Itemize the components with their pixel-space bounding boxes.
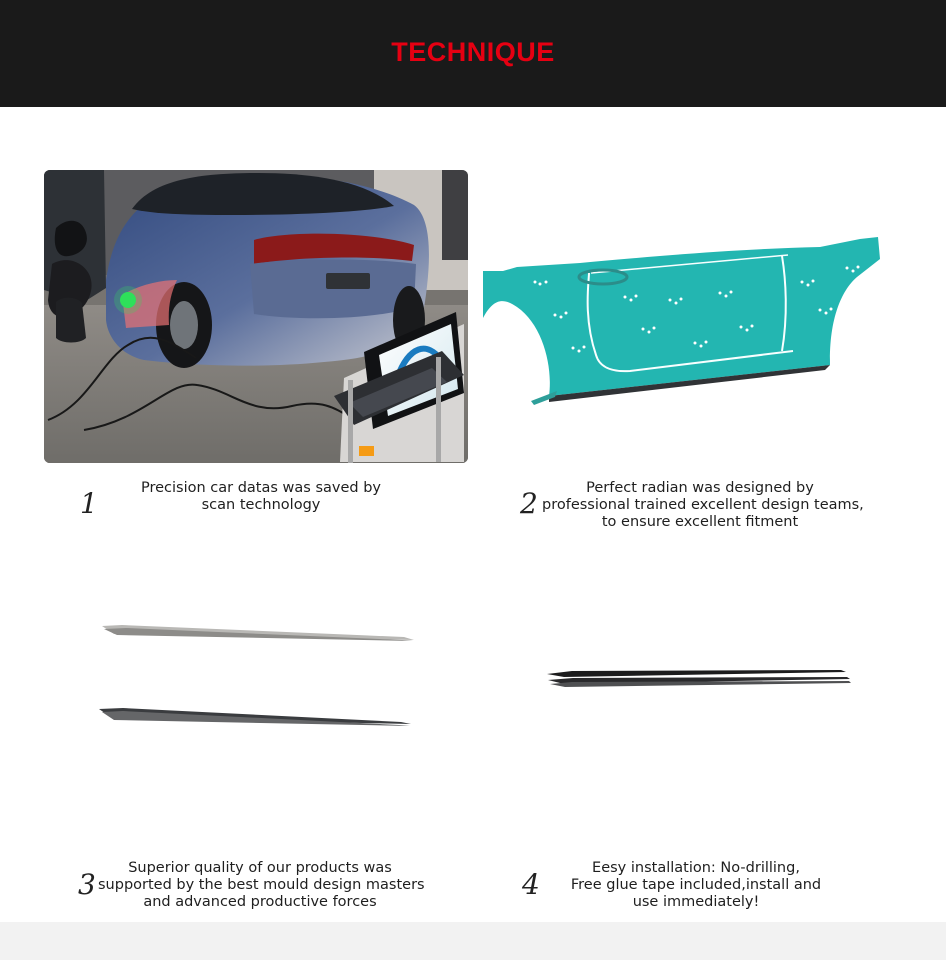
step-1-line-1: Precision car datas was saved by <box>140 480 381 496</box>
technique-step-4 <box>522 858 842 918</box>
step-2-line-1: Perfect radian was designed by <box>586 480 814 496</box>
step-2-line-3: to ensure excellent fitment <box>601 514 799 530</box>
step-number-4: 4 <box>522 868 540 901</box>
two-side-skirts-image <box>92 610 432 750</box>
stacked-skirts-illustration <box>540 655 860 700</box>
step-number-1: 1 <box>80 487 98 520</box>
technique-title: TECHNIQUE <box>391 37 555 67</box>
step-3-line-1: Superior quality of our products was <box>128 860 392 876</box>
step-description-2 <box>542 480 864 531</box>
scan-photo-illustration <box>44 170 468 463</box>
step-4-line-3: use immediately! <box>632 894 760 910</box>
technique-header <box>0 0 946 107</box>
bottom-gray-band <box>0 922 946 960</box>
side-skirts-illustration <box>92 610 432 750</box>
step-4-line-1: Eesy installation: No-drilling, <box>592 860 800 876</box>
step-description-3 <box>98 860 425 911</box>
door-render-illustration <box>475 225 895 415</box>
technique-step-2 <box>520 478 870 538</box>
step-1-line-2: scan technology <box>201 497 321 513</box>
step-number-3: 3 <box>78 868 96 901</box>
step-number-2: 2 <box>520 487 538 520</box>
technique-step-3 <box>78 858 438 918</box>
step-3-line-2: supported by the best mould design masters <box>98 877 425 893</box>
step-4-line-2: Free glue tape included,install and <box>570 877 822 893</box>
technique-step-1 <box>80 478 410 520</box>
step-2-line-2: professional trained excellent design teams, <box>542 497 864 513</box>
teal-door-render <box>475 225 895 415</box>
step-description-1 <box>118 480 404 514</box>
stacked-side-skirts-image <box>540 655 860 700</box>
scan-workshop-photo <box>44 170 468 463</box>
step-3-line-3: and advanced productive forces <box>143 894 377 910</box>
step-description-4 <box>556 860 836 911</box>
